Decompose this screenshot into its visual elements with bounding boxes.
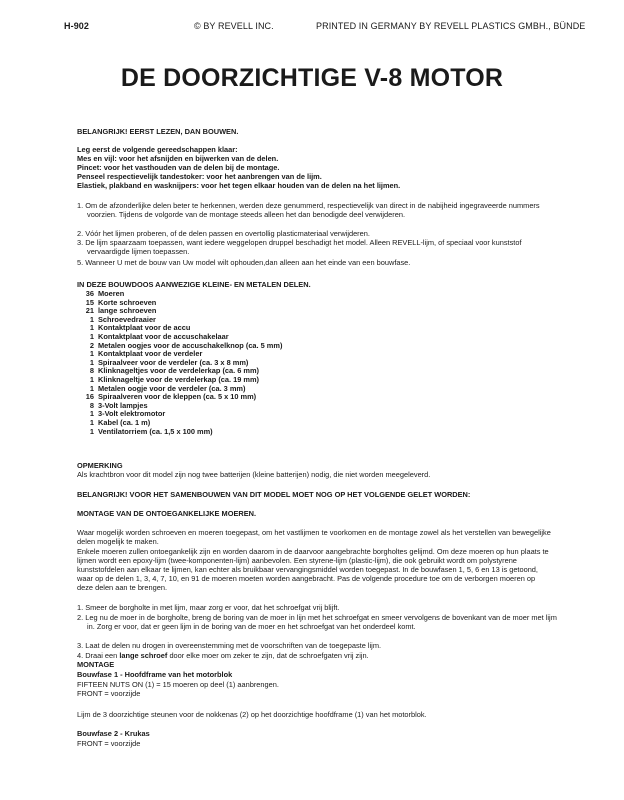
part-quantity: 15 bbox=[85, 297, 94, 307]
page-title: DE DOORZICHTIGE V-8 MOTOR bbox=[120, 64, 504, 92]
part-description: Kontaktplaat voor de verdeler bbox=[98, 349, 203, 359]
part-description: Korte schroeven bbox=[98, 297, 157, 307]
parts-list-item bbox=[77, 428, 282, 437]
phase-1-title: Bouwfase 1 - Hoofdframe van het motorblok bbox=[77, 670, 233, 679]
phase-1-instruction: Lijm de 3 doorzichtige steunen voor de nokkenas (2) op het doorzichtige hoofdframe (1) van het motorblok. bbox=[77, 710, 427, 719]
part-description: 3-Volt lampjes bbox=[98, 400, 148, 410]
nut-step-1: 1. Smeer de borgholte in met lijm, maar zorg er voor, dat het schroefgat vrij blijft. bbox=[77, 603, 340, 612]
nuts-heading: MONTAGE VAN DE ONTOEGANKELIJKE MOEREN. bbox=[77, 509, 257, 518]
part-description: Spiraalveer voor de verdeler (ca. 3 x 8 mm) bbox=[98, 357, 249, 367]
tool-clamps: Elastiek, plakband en wasknijpers: voor het tegen elkaar houden van de delen na het lijmen. bbox=[77, 181, 401, 190]
part-description: Ventilatorriem (ca. 1,5 x 100 mm) bbox=[98, 426, 213, 436]
part-description: Metalen oogjes voor de accuschakelknop (ca. 5 mm) bbox=[98, 340, 283, 350]
part-description: Moeren bbox=[98, 289, 125, 298]
tool-brush: Penseel respectievelijk tandestoker: voor het aanbrengen van de lijm. bbox=[77, 172, 322, 181]
kit-code: H-902 bbox=[64, 21, 90, 31]
printer-notice: PRINTED IN GERMANY BY REVELL PLASTICS GMBH., BÜNDE bbox=[316, 21, 586, 31]
phase-1-nuts-note: FIFTEEN NUTS ON (1) = 15 moeren op deel (1) aanbrengen. bbox=[77, 680, 279, 689]
tool-tweezers: Pincet: voor het vasthouden van de delen bij de montage. bbox=[77, 163, 280, 172]
part-quantity: 8 bbox=[89, 400, 94, 410]
tools-intro: Leg eerst de volgende gereedschappen klaar: bbox=[77, 145, 238, 154]
phase-2-front-note: FRONT = voorzijde bbox=[77, 739, 141, 748]
part-quantity: 1 bbox=[89, 409, 94, 419]
nut-step-4: 4. Draai een lange schroef door elke moer om zeker te zijn, dat de schroefgaten vrij zijn. bbox=[77, 651, 369, 660]
tool-knife: Mes en vijl: voor het afsnijden en bijwerken van de delen. bbox=[77, 154, 279, 163]
part-quantity: 36 bbox=[85, 289, 94, 298]
phase-2-title: Bouwfase 2 - Krukas bbox=[77, 729, 150, 738]
part-quantity: 1 bbox=[89, 374, 94, 384]
part-description: Kontaktplaat voor de accu bbox=[98, 323, 191, 333]
part-quantity: 1 bbox=[89, 349, 94, 359]
part-quantity: 1 bbox=[89, 357, 94, 367]
assembly-heading: MONTAGE bbox=[77, 660, 115, 669]
part-quantity: 8 bbox=[89, 366, 94, 376]
part-quantity: 1 bbox=[89, 323, 94, 333]
part-description: Klinknageltje voor de verdelerkap (ca. 19 mm) bbox=[98, 374, 260, 384]
part-quantity: 2 bbox=[89, 340, 94, 350]
remark-heading: OPMERKING bbox=[77, 461, 123, 470]
part-quantity: 16 bbox=[85, 392, 94, 402]
part-quantity: 1 bbox=[89, 314, 94, 324]
parts-heading: IN DEZE BOUWDOOS AANWEZIGE KLEINE- EN METALEN DELEN. bbox=[77, 280, 311, 289]
copyright-notice: © BY REVELL INC. bbox=[194, 21, 274, 31]
part-description: Spiraalveren voor de kleppen (ca. 5 x 10 mm) bbox=[98, 392, 257, 402]
nuts-paragraph-1: Waar mogelijk worden schroeven en moeren toegepast, om het vastlijmen te voorkomen en de montage zowel als het verstellen van bewegelijke delen mogelijk te maken. bbox=[77, 528, 551, 546]
rule-5: 5. Wanneer U met de bouw van Uw model wilt ophouden,dan alleen aan het einde van een bouwfase. bbox=[77, 258, 411, 267]
nut-step-2: 2. Leg nu de moer in de borgholte, breng de boring van de moer in lijn met het schroefgat en smeer vervolgens de bovenkant van de moer met lijm in. Zorg er voor, dat er geen lijm in de boring van de moer en het schroefgat van het onderdeel komt. bbox=[77, 613, 557, 631]
part-quantity: 1 bbox=[89, 331, 94, 341]
parts-list bbox=[77, 290, 282, 436]
part-description: 3-Volt elektromotor bbox=[98, 409, 166, 419]
part-description: Kabel (ca. 1 m) bbox=[98, 417, 151, 427]
part-quantity: 1 bbox=[89, 417, 94, 427]
read-first-heading: BELANGRIJK! EERST LEZEN, DAN BOUWEN. bbox=[77, 127, 239, 136]
rule-2: 2. Vóór het lijmen proberen, of de delen passen en overtollig plasticmateriaal verwijderen. bbox=[77, 229, 370, 238]
nuts-paragraph-2: Enkele moeren zullen ontoegankelijk zijn en worden daarom in de daarvoor aangebrachte borgholtes gelijmd. Om deze moeren op hun plaats te lijmen wordt een epoxy-lijm (twee-komponenten-lijm) aanbevolen. Een styrene-lijm (plastic-lijm), die ook gebruikt wordt om polystyrene kunststofdelen aan elkaar te lijmen, kan echter als bruikbaar vervangingsmiddel worden toegepast. In de bouwfasen 1, 5, 6 en 13 is getoond, waar op de delen 1, 3, 4, 7, 10, en 91 de moeren moeten worden aangebracht. Pas de volgende procedure toe om de verborgen moeren op deze delen aan te brengen. bbox=[77, 547, 549, 592]
nut-step-3: 3. Laat de delen nu drogen in overeenstemming met de voorschriften van de toegepaste lijm. bbox=[77, 641, 382, 650]
part-description: Metalen oogje voor de verdeler (ca. 3 mm) bbox=[98, 383, 246, 393]
part-description: lange schroeven bbox=[98, 306, 157, 316]
phase-1-front-note: FRONT = voorzijde bbox=[77, 689, 141, 698]
part-description: Klinknageltjes voor de verdelerkap (ca. 6 mm) bbox=[98, 366, 260, 376]
rule-1: 1. Om de afzonderlijke delen beter te herkennen, werden deze genummerd, respectievelijk van direct in de nabijheid ingegraveerde nummers voorzien. Tijdens de volgorde van de montage steeds alleen het dan benodigde deel verwijderen. bbox=[77, 201, 540, 219]
rule-3: 3. De lijm spaarzaam toepassen, want iedere weggelopen druppel beschadigt het model. Alleen REVELL-lijm, of speciaal voor kunststof vervaardigde lijmen toepassen. bbox=[77, 238, 522, 256]
long-screw-emphasis: lange schroef bbox=[119, 651, 168, 660]
part-quantity: 1 bbox=[89, 426, 94, 436]
part-quantity: 1 bbox=[89, 383, 94, 393]
part-quantity: 21 bbox=[85, 306, 94, 316]
remark-text: Als krachtbron voor dit model zijn nog twee batterijen (kleine batterijen) nodig, die niet worden meegeleverd. bbox=[77, 470, 431, 479]
part-description: Schroevedraaier bbox=[98, 314, 156, 324]
part-description: Kontaktplaat voor de accuschakelaar bbox=[98, 331, 229, 341]
important-notice: BELANGRIJK! VOOR HET SAMENBOUWEN VAN DIT MODEL MOET NOG OP HET VOLGENDE GELET WORDEN: bbox=[77, 490, 471, 499]
